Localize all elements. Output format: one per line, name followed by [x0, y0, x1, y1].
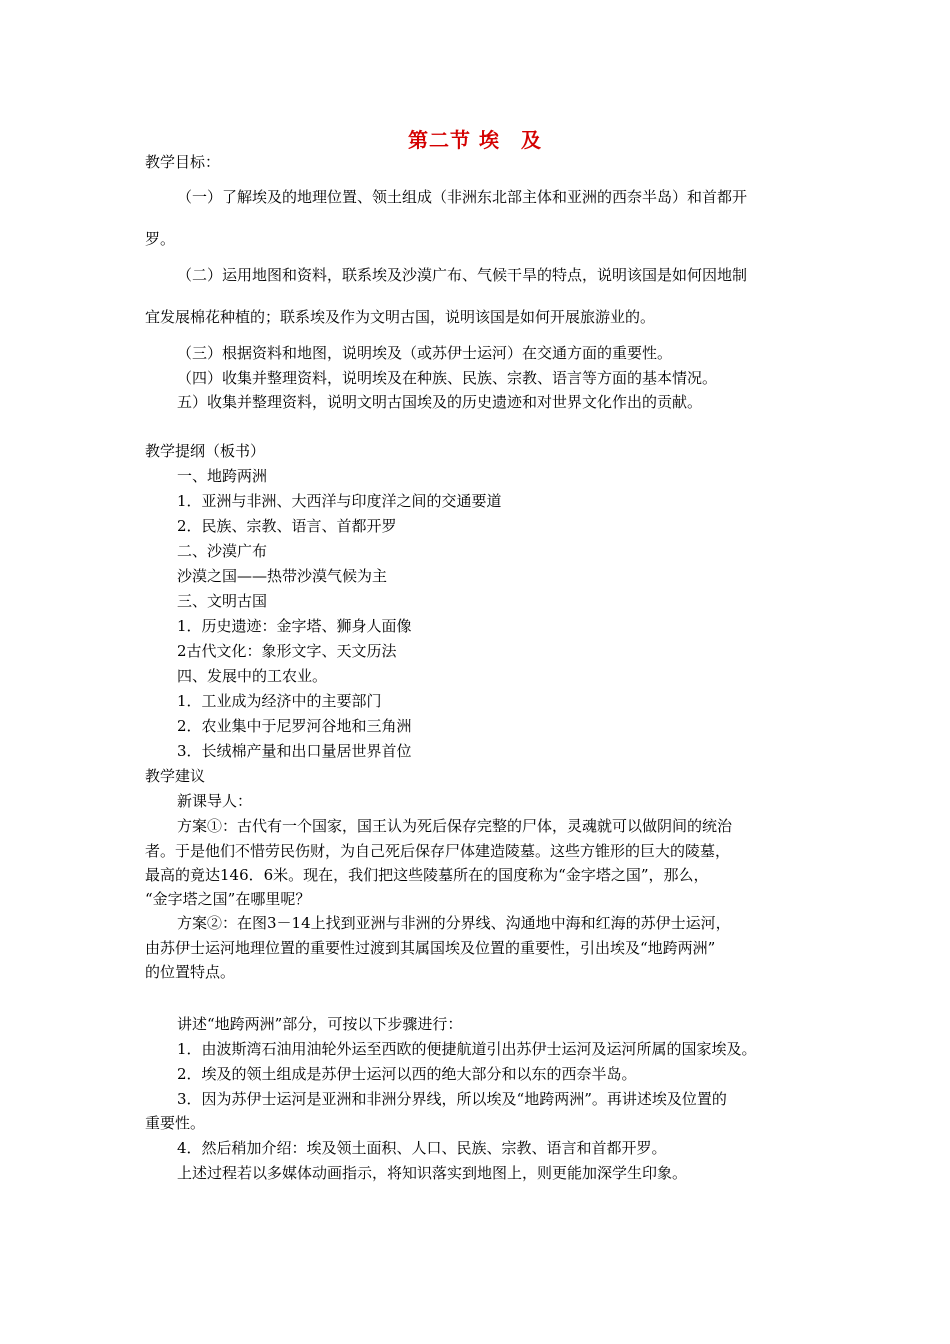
outline-line: 1．历史遗迹：金字塔、狮身人面像 [177, 617, 412, 635]
outline-line: 2古代文化：象形文字、天文历法 [177, 642, 397, 660]
outline-line: 四、发展中的工农业。 [177, 667, 328, 685]
plan-1-line: “金字塔之国”在哪里呢？ [145, 890, 311, 908]
objective-1-line-1: （一）了解埃及的地理位置、领土组成（非洲东北部主体和亚洲的西奈半岛）和首都开 [177, 188, 748, 206]
plan-1-line: 者。于是他们不惜劳民伤财，为自己死后保存尸体建造陵墓。这些方锥形的巨大的陵墓， [145, 842, 731, 860]
page-title: 第二节 埃 及 [408, 128, 542, 152]
step-3-line-2: 重要性。 [145, 1114, 206, 1132]
objective-4: （四）收集并整理资料，说明埃及在种族、民族、宗教、语言等方面的基本情况。 [177, 369, 718, 387]
objective-2-line-2: 宜发展棉花种植的；联系埃及作为文明古国，说明该国是如何开展旅游业的。 [145, 308, 656, 326]
outline-line: 1．亚洲与非洲、大西洋与印度洋之间的交通要道 [177, 492, 502, 510]
outline-line: 2．农业集中于尼罗河谷地和三角洲 [177, 717, 412, 735]
step-3-line-1: 3．因为苏伊士运河是亚洲和非洲分界线，所以埃及“地跨两洲”。再讲述埃及位置的 [177, 1090, 727, 1108]
steps-intro: 讲述“地跨两洲”部分，可按以下步骤进行： [177, 1015, 463, 1033]
new-lesson-intro: 新课导人： [177, 792, 253, 810]
outline-line: 一、地跨两洲 [177, 467, 268, 485]
objective-5: 五）收集并整理资料，说明文明古国埃及的历史遗迹和对世界文化作出的贡献。 [177, 393, 703, 411]
outline-line: 2．民族、宗教、语言、首都开罗 [177, 517, 397, 535]
objective-3: （三）根据资料和地图，说明埃及（或苏伊士运河）在交通方面的重要性。 [177, 344, 673, 362]
outline-line: 1．工业成为经济中的主要部门 [177, 692, 382, 710]
outline-heading: 教学提纲（板书） [145, 442, 266, 460]
step-4: 4．然后稍加介绍：埃及领土面积、人口、民族、宗教、语言和首都开罗。 [177, 1139, 667, 1157]
plan-1-line: 最高的竟达146．6米。现在，我们把这些陵墓所在的国度称为“金字塔之国”，那么， [145, 866, 709, 884]
objective-1-line-2: 罗。 [145, 230, 176, 248]
plan-2-line: 方案②：在图3－14上找到亚洲与非洲的分界线、沟通地中海和红海的苏伊士运河， [177, 914, 731, 932]
suggestions-heading: 教学建议 [145, 767, 206, 785]
outline-line: 沙漠之国——热带沙漠气候为主 [177, 567, 388, 585]
outline-line: 三、文明古国 [177, 592, 268, 610]
plan-2-line: 由苏伊士运河地理位置的重要性过渡到其属国埃及位置的重要性，引出埃及“地跨两洲” [145, 939, 716, 957]
closing-note: 上述过程若以多媒体动画指示，将知识落实到地图上，则更能加深学生印象。 [177, 1164, 688, 1182]
objective-2-line-1: （二）运用地图和资料，联系埃及沙漠广布、气候干旱的特点，说明该国是如何因地制 [177, 266, 748, 284]
step-2: 2．埃及的领土组成是苏伊士运河以西的绝大部分和以东的西奈半岛。 [177, 1065, 637, 1083]
plan-1-line: 方案①：古代有一个国家，国王认为死后保存完整的尸体，灵魂就可以做阴间的统治 [177, 817, 733, 835]
plan-2-line: 的位置特点。 [145, 963, 236, 981]
step-1: 1．由波斯湾石油用油轮外运至西欧的便捷航道引出苏伊士运河及运河所属的国家埃及。 [177, 1040, 757, 1058]
objectives-heading: 教学目标： [145, 153, 221, 171]
outline-line: 二、沙漠广布 [177, 542, 268, 560]
outline-line: 3．长绒棉产量和出口量居世界首位 [177, 742, 412, 760]
